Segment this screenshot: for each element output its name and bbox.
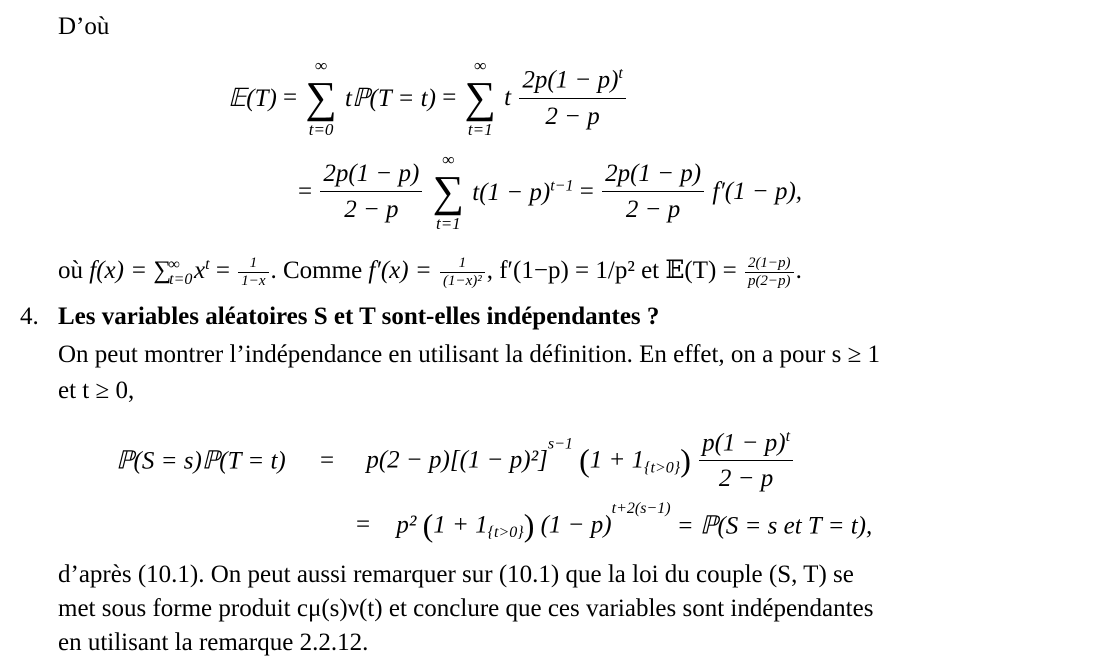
item-title: Les variables aléatoires S et T sont-elles indépendantes ? [58,303,660,330]
expectation-fraction: $\frac{2p(1 - p)^t}{2 - p}$ [519,65,625,130]
expectation-lhs: 𝔼(T) [228,85,277,112]
prob-fraction: $\frac{p(1 - p)^t}{2 - p}$ [699,428,793,493]
def-fraction-fprime: $\frac{1}{\text{(1−x)²}}$ [440,256,485,289]
intro-text: D’où [58,13,110,40]
prob-lhs: ℙ(S = s)ℙ(T = t) [116,447,286,475]
line2-fraction-b: $\frac{2p(1 - p)}{2 - p}$ [602,160,704,224]
definition-line: où $f(x) = \sum_{t=0}^\infty$ $x^t$ = $\frac{1}{1-x}$ . Comme f′(x) = $\frac{1}{\text{(1−x)²}}$ , f′(1−p) = 1/p² et 𝔼(T) = $\frac{2(1-p)}{p(2-p)}$ . [58,255,802,289]
expectation-line-1: 𝔼(T) = ∞ ∑ t=0 tℙ(T = t) = ∞ ∑ t=1 t $\frac{2p(1 - p)^t}{2 - p}$ [228,56,628,140]
item-number: 4. [20,303,39,330]
sum-operator-0: ∞ ∑ t=0 [305,56,337,139]
conclusion-line-2: met sous forme produit cμ(s)ν(t) et conclure que ces variables sont indépendantes [58,595,874,622]
prob-line-1: ℙ(S = s)ℙ(T = $t) = p(2 - p)[(1 - p)^2]^{s-1}$ $(1 + 1_{\{t>0\}})$ $\frac{p(1 - p)^t}{2 - p}$ [116,428,795,493]
line2-term: $t(1 - p)^{t-1}$ [472,177,574,206]
def-fraction-f: $\frac{1}{1-x}$ [238,256,268,289]
sum-operator-1: ∞ ∑ t=1 [464,56,496,139]
item-text-1: On peut montrer l’indépendance en utilisant la définition. En effet, on a pour s ≥ 1 [58,341,881,368]
line2-fraction-a: $\frac{2p(1 - p)}{2 - p}$ [320,160,422,224]
expectation-line-2: = $\frac{2p(1 - p)}{2 - p}$ ∞ ∑ t=1 $t(1 - p)^{t-1}$ = $\frac{2p(1 - p)}{2 - p}$ f′(1 − p), [298,150,803,233]
prob-line-2: = p² $(1 + 1_{\{t>0\}})$ $(1 - p)^{t+2(s-1)}$ = ℙ(S = s et T = t), [356,500,873,543]
expectation-step1: tℙ(T = t) [345,85,436,112]
conclusion-line-3: en utilisant la remarque 2.2.12. [58,629,369,656]
item-text-2: et t ≥ 0, [58,377,135,404]
line2-tail: f′(1 − p), [712,178,803,205]
conclusion-line-1: d’après (10.1). On peut aussi remarquer sur (10.1) que la loi du couple (S, T) se [58,561,854,588]
sum-operator-2: ∞ ∑ t=1 [432,150,465,233]
def-fraction-expectation: $\frac{2(1-p)}{p(2-p)}$ [745,256,794,289]
